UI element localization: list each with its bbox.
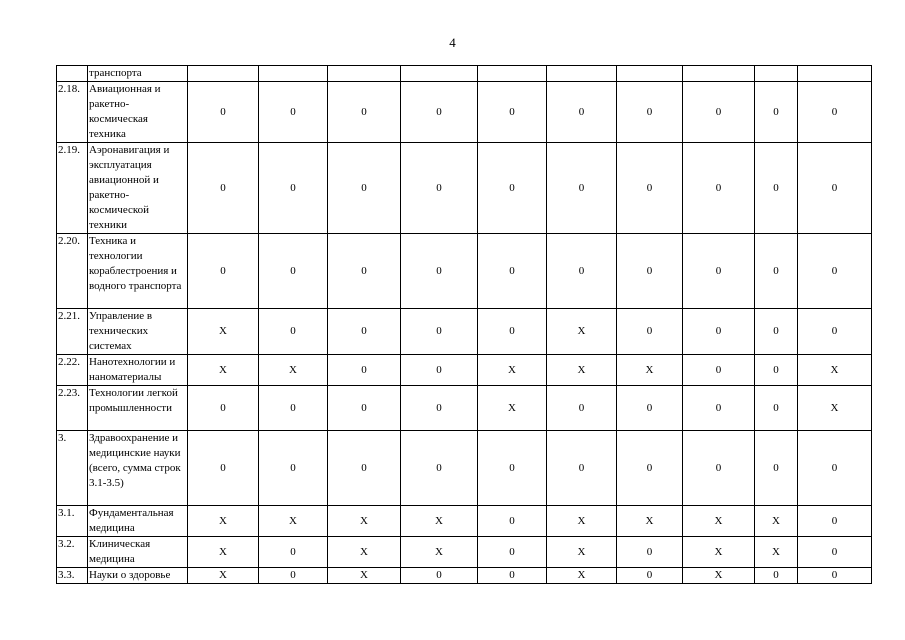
value-cell <box>401 66 478 82</box>
row-number: 2.21. <box>57 309 88 355</box>
row-label: Авиационная и ракетно-космическая техника <box>88 82 188 143</box>
value-cell: X <box>683 568 755 584</box>
value-cell: 0 <box>188 431 259 506</box>
value-cell: 0 <box>188 82 259 143</box>
value-cell: X <box>478 386 547 431</box>
value-cell: X <box>328 506 401 537</box>
value-cell: X <box>683 506 755 537</box>
data-table <box>56 65 872 584</box>
value-cell: X <box>547 355 617 386</box>
row-label: Управление в технических системах <box>88 309 188 355</box>
value-cell: 0 <box>755 568 798 584</box>
value-cell: 0 <box>259 386 328 431</box>
value-cell: X <box>798 386 872 431</box>
value-cell: X <box>328 568 401 584</box>
value-cell: 0 <box>328 143 401 234</box>
value-cell: 0 <box>617 143 683 234</box>
value-cell: 0 <box>478 82 547 143</box>
value-cell: 0 <box>617 568 683 584</box>
value-cell: X <box>188 506 259 537</box>
value-cell: 0 <box>188 386 259 431</box>
value-cell: 0 <box>478 506 547 537</box>
value-cell: 0 <box>401 82 478 143</box>
value-cell: X <box>798 355 872 386</box>
value-cell: 0 <box>617 537 683 568</box>
value-cell: 0 <box>259 82 328 143</box>
table-row <box>57 234 872 309</box>
value-cell: 0 <box>798 506 872 537</box>
value-cell: 0 <box>259 537 328 568</box>
value-cell: 0 <box>401 355 478 386</box>
row-number: 3. <box>57 431 88 506</box>
value-cell: 0 <box>328 309 401 355</box>
value-cell: 0 <box>401 309 478 355</box>
value-cell: 0 <box>755 386 798 431</box>
value-cell: 0 <box>259 143 328 234</box>
value-cell: 0 <box>683 234 755 309</box>
value-cell: 0 <box>547 386 617 431</box>
row-number: 3.1. <box>57 506 88 537</box>
value-cell: 0 <box>683 309 755 355</box>
table-row <box>57 355 872 386</box>
table-body <box>57 66 872 584</box>
value-cell: 0 <box>755 309 798 355</box>
value-cell: 0 <box>328 355 401 386</box>
value-cell: 0 <box>755 234 798 309</box>
row-label: Здравоохранение и медицинские науки (всего, сумма строк 3.1-3.5) <box>88 431 188 506</box>
table-row <box>57 537 872 568</box>
table-row <box>57 66 872 82</box>
row-number: 2.22. <box>57 355 88 386</box>
value-cell: 0 <box>478 234 547 309</box>
row-label: Технологии легкой промышленности <box>88 386 188 431</box>
table-row <box>57 386 872 431</box>
value-cell: 0 <box>478 431 547 506</box>
value-cell: 0 <box>478 143 547 234</box>
value-cell <box>547 66 617 82</box>
value-cell: 0 <box>755 82 798 143</box>
row-label: Аэронавигация и эксплуатация авиационной и ракетно-космической техники <box>88 143 188 234</box>
row-number: 2.23. <box>57 386 88 431</box>
value-cell: X <box>188 355 259 386</box>
value-cell: X <box>547 309 617 355</box>
value-cell: X <box>188 537 259 568</box>
row-label: Техника и технологии кораблестроения и водного транспорта <box>88 234 188 309</box>
value-cell: 0 <box>188 143 259 234</box>
value-cell: 0 <box>798 82 872 143</box>
table-row <box>57 309 872 355</box>
row-label: Науки о здоровье <box>88 568 188 584</box>
value-cell: 0 <box>683 82 755 143</box>
row-label: Нанотехнологии и наноматериалы <box>88 355 188 386</box>
value-cell: 0 <box>617 82 683 143</box>
value-cell: 0 <box>259 568 328 584</box>
value-cell: 0 <box>755 355 798 386</box>
row-number: 2.19. <box>57 143 88 234</box>
table-row <box>57 143 872 234</box>
value-cell: X <box>328 537 401 568</box>
value-cell: 0 <box>683 431 755 506</box>
value-cell: 0 <box>478 537 547 568</box>
value-cell <box>798 66 872 82</box>
value-cell: 0 <box>547 234 617 309</box>
table-row <box>57 431 872 506</box>
value-cell: X <box>547 506 617 537</box>
row-number: 2.18. <box>57 82 88 143</box>
row-label: Фундаментальная медицина <box>88 506 188 537</box>
row-number: 2.20. <box>57 234 88 309</box>
value-cell <box>259 66 328 82</box>
table-row <box>57 568 872 584</box>
value-cell: 0 <box>547 431 617 506</box>
value-cell: 0 <box>617 431 683 506</box>
value-cell: 0 <box>259 309 328 355</box>
value-cell: X <box>401 537 478 568</box>
value-cell <box>755 66 798 82</box>
value-cell: 0 <box>798 143 872 234</box>
table-row <box>57 506 872 537</box>
value-cell: 0 <box>478 309 547 355</box>
value-cell: 0 <box>328 431 401 506</box>
value-cell: X <box>401 506 478 537</box>
value-cell: 0 <box>798 568 872 584</box>
value-cell: 0 <box>617 386 683 431</box>
value-cell: 0 <box>547 143 617 234</box>
value-cell: 0 <box>683 386 755 431</box>
value-cell: X <box>188 568 259 584</box>
value-cell: 0 <box>547 82 617 143</box>
value-cell <box>328 66 401 82</box>
value-cell: X <box>547 568 617 584</box>
value-cell: 0 <box>188 234 259 309</box>
value-cell: X <box>617 506 683 537</box>
value-cell: 0 <box>328 82 401 143</box>
value-cell: 0 <box>401 568 478 584</box>
value-cell: 0 <box>683 143 755 234</box>
value-cell: 0 <box>798 309 872 355</box>
value-cell: X <box>478 355 547 386</box>
value-cell: X <box>188 309 259 355</box>
value-cell <box>188 66 259 82</box>
row-number: 3.3. <box>57 568 88 584</box>
value-cell: X <box>755 537 798 568</box>
value-cell: 0 <box>755 143 798 234</box>
value-cell: 0 <box>401 234 478 309</box>
value-cell: X <box>683 537 755 568</box>
row-number <box>57 66 88 82</box>
value-cell: X <box>259 355 328 386</box>
value-cell: 0 <box>328 386 401 431</box>
value-cell: 0 <box>401 386 478 431</box>
value-cell <box>617 66 683 82</box>
value-cell: 0 <box>259 234 328 309</box>
value-cell: 0 <box>798 431 872 506</box>
value-cell: 0 <box>617 309 683 355</box>
row-label: Клиническая медицина <box>88 537 188 568</box>
value-cell: X <box>547 537 617 568</box>
value-cell: X <box>755 506 798 537</box>
page-number: 4 <box>449 35 456 50</box>
value-cell: 0 <box>798 234 872 309</box>
value-cell: X <box>617 355 683 386</box>
value-cell: 0 <box>683 355 755 386</box>
value-cell: 0 <box>259 431 328 506</box>
value-cell: 0 <box>401 143 478 234</box>
row-label: транспорта <box>88 66 188 82</box>
value-cell: 0 <box>401 431 478 506</box>
table-row <box>57 82 872 143</box>
value-cell: 0 <box>617 234 683 309</box>
value-cell: 0 <box>328 234 401 309</box>
value-cell: 0 <box>478 568 547 584</box>
value-cell: 0 <box>798 537 872 568</box>
value-cell <box>478 66 547 82</box>
value-cell: X <box>259 506 328 537</box>
value-cell: 0 <box>755 431 798 506</box>
row-number: 3.2. <box>57 537 88 568</box>
value-cell <box>683 66 755 82</box>
